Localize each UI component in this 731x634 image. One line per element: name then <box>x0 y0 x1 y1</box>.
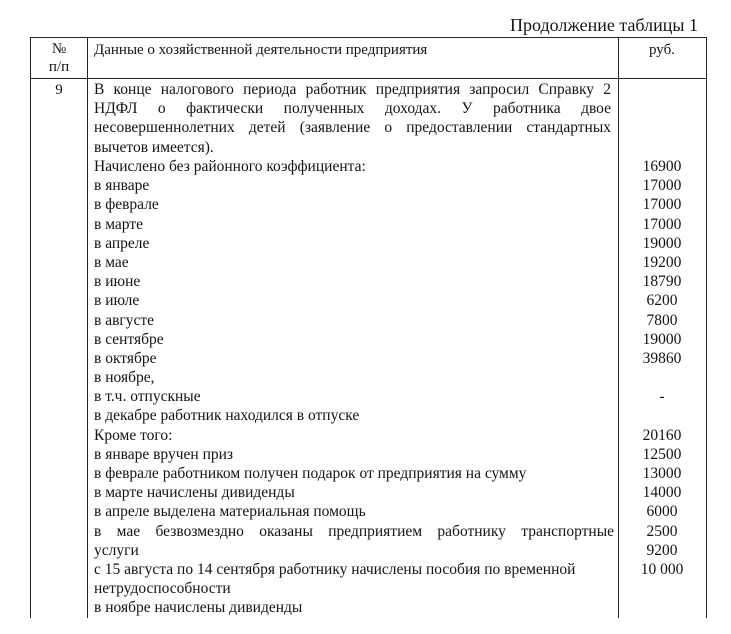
detail-line: в июле <box>94 292 140 310</box>
row-values <box>618 157 706 618</box>
detail-line: в марте начислены дивиденды <box>94 484 295 502</box>
value-cell: 19200 <box>642 253 682 271</box>
value-cell: 9200 <box>646 541 678 559</box>
header-number-cell <box>31 40 87 76</box>
column-divider <box>87 38 88 618</box>
detail-line: Начислено без районного коэффициента: <box>94 158 366 175</box>
detail-line: в мае безвозмездно оказаны предприятием работнику транспортные <box>94 522 614 540</box>
value-cell: 20160 <box>642 426 682 444</box>
header-unit: руб. <box>649 42 675 58</box>
detail-line: в августе <box>94 311 155 329</box>
value-cell: 12500 <box>642 445 682 463</box>
value-cell <box>618 368 706 387</box>
detail-line: в апреле выделена материальная помощь <box>94 503 366 521</box>
value-cell: 19000 <box>642 330 682 348</box>
header-divider <box>31 78 706 79</box>
value-cell <box>618 579 706 598</box>
value-cell: 10 000 <box>640 560 684 578</box>
value-cell: 16900 <box>642 158 682 175</box>
data-table <box>30 37 707 618</box>
detail-line: в январе вручен приз <box>94 445 234 463</box>
value-cell <box>618 598 706 617</box>
value-cell: - <box>659 388 665 406</box>
row-detail-lines <box>94 157 614 618</box>
detail-line: в сентябре <box>94 330 164 348</box>
row-number: 9 <box>55 82 63 98</box>
value-cell: 17000 <box>642 215 682 233</box>
value-cell: 2500 <box>646 522 678 540</box>
value-cell: 7800 <box>646 311 678 329</box>
detail-line: в ноябре начислены дивиденды <box>94 599 303 617</box>
detail-line: в октябре <box>94 349 157 367</box>
detail-line: нетрудоспособности <box>94 580 231 598</box>
detail-line: Кроме того: <box>94 426 173 444</box>
header-number-sub-label: п/п <box>48 59 70 75</box>
detail-line: в мае <box>94 253 129 271</box>
detail-line: с 15 августа по 14 сентября работнику начислены пособия по временной <box>94 560 576 578</box>
value-cell: 19000 <box>642 234 682 252</box>
table-caption: Продолжение таблицы 1 <box>510 15 698 35</box>
detail-line: в декабре работник находился в отпуске <box>94 407 360 425</box>
value-cell: 6000 <box>646 503 678 521</box>
value-cell: 6200 <box>646 292 678 310</box>
value-cell: 14000 <box>642 484 682 502</box>
value-cell: 39860 <box>642 349 682 367</box>
value-cell: 17000 <box>642 177 682 195</box>
detail-line: в марте <box>94 215 143 233</box>
detail-line: в апреле <box>94 234 150 252</box>
header-description: Данные о хозяйственной деятельности предприятия <box>94 42 428 58</box>
detail-line: в т.ч. отпускные <box>94 388 201 406</box>
detail-line: в январе <box>94 177 150 195</box>
detail-line: в феврале <box>94 196 159 214</box>
value-cell: 18790 <box>642 273 682 291</box>
detail-line: в ноябре, <box>94 369 155 387</box>
detail-line: услуги <box>94 541 139 559</box>
detail-line: в феврале работником получен подарок от предприятия на сумму <box>94 465 527 482</box>
value-cell: 13000 <box>642 465 682 482</box>
header-number-label: № <box>51 41 67 57</box>
detail-line: в июне <box>94 273 141 291</box>
value-cell: 17000 <box>642 196 682 214</box>
row-intro-text: В конце налогового периода работник предприятия запросил Справку 2 НДФЛ о фактически полученных доходах. У работника двое несовершеннолетних детей (заявление о предоставлении стандартных вычетов имеется). <box>94 81 611 156</box>
value-cell <box>618 406 706 425</box>
